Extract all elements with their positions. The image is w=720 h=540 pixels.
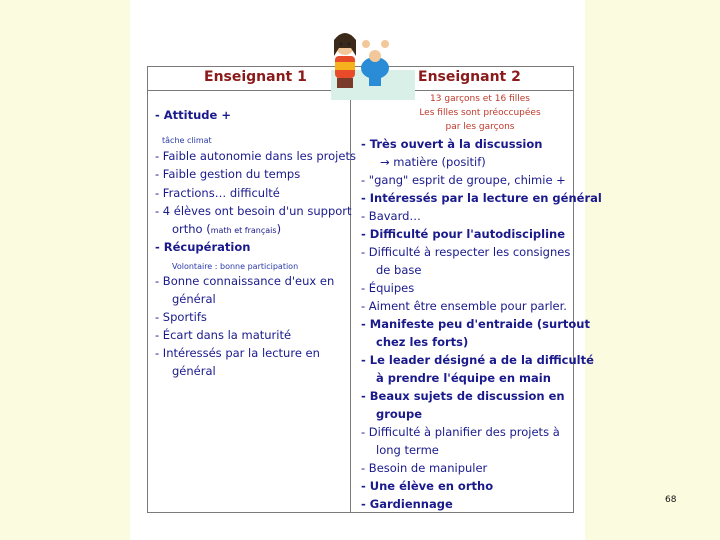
right-item-cont: groupe [376,407,423,421]
left-item: - Intéressés par la lecture en [155,346,320,360]
teacher2-heading: Enseignant 2 [418,69,521,85]
right-item: - Manifeste peu d'entraide (surtout [361,317,590,331]
ortho-note: math et français [210,226,277,235]
teacher1-heading: Enseignant 1 [204,69,307,85]
right-item: - Bavard… [361,209,421,223]
left-item-cont: général [172,292,216,306]
teacher2-note-line: Les filles sont préoccupées [419,108,541,118]
page-number: 68 [665,495,677,505]
right-item: - Difficulté à respecter les consignes [361,245,571,259]
left-item: - Faible autonomie dans les projets [155,149,356,163]
right-item: - Le leader désigné a de la difficulté [361,353,594,367]
right-item: - Difficulté pour l'autodiscipline [361,227,566,241]
teacher2-note-line: par les garçons [445,122,515,132]
right-item-cont: → matière (positif) [380,155,486,169]
left-item: - Bonne connaissance d'eux en [155,274,335,288]
right-item: - Très ouvert à la discussion [361,137,543,151]
right-item: - Aiment être ensemble pour parler. [361,299,567,313]
right-item: - Équipes [361,281,415,295]
right-item: - Intéressés par la lecture en général [361,191,602,205]
right-item-cont: à prendre l'équipe en main [376,371,551,385]
children-clipart [323,26,419,100]
column-divider [350,66,351,513]
recuperation-note: Volontaire : bonne participation [172,262,299,271]
left-item: - Sportifs [155,310,207,324]
teacher2-note-line: 13 garçons et 16 filles [430,94,530,104]
attitude-note: tâche climat [162,136,212,145]
teacher2-class-notes [390,92,570,134]
right-item: - Une élève en ortho [361,479,494,493]
right-margin-band [585,0,720,540]
right-item: - Beaux sujets de discussion en [361,389,565,403]
left-margin-band [0,0,130,540]
left-item-ortho [172,222,281,238]
ortho-suffix: ) [276,222,282,236]
left-item-cont: général [172,364,216,378]
right-item-cont: de base [376,263,422,277]
recuperation-item: - Récupération [155,240,251,254]
right-item-cont: chez les forts) [376,335,469,349]
left-item: - Fractions… difficulté [155,186,280,200]
right-item: - Difficulté à planifier des projets à [361,425,560,439]
left-item: - 4 élèves ont besoin d'un support [155,204,352,218]
right-item: - "gang" esprit de groupe, chimie + [361,173,566,187]
right-item: - Besoin de manipuler [361,461,488,475]
attitude-item: - Attitude + [155,108,231,122]
ortho-prefix: ortho ( [172,222,211,236]
right-item: - Gardiennage [361,497,453,511]
left-item: - Écart dans la maturité [155,328,292,342]
right-item-cont: long terme [376,443,439,457]
left-item: - Faible gestion du temps [155,167,301,181]
